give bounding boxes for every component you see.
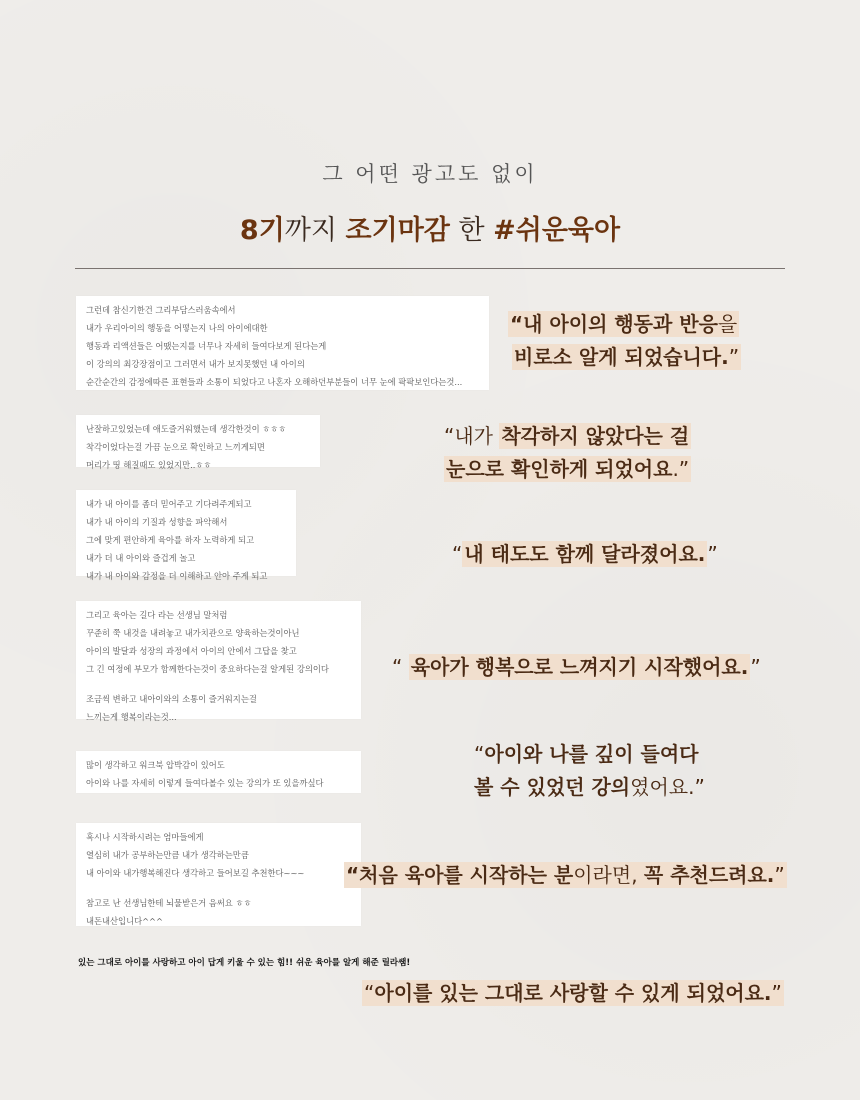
quote-strong: “내 아이의 행동과 반응	[510, 312, 718, 336]
review-line: 느끼는게 행복이라는것...	[86, 712, 177, 722]
quote-strong: 착각하지 않았다는 걸	[501, 424, 690, 448]
review-line: 착각이었다는걸 가끔 눈으로 확인하고 느끼게되면	[86, 442, 265, 452]
quote-mark: ”	[707, 542, 718, 566]
tagline: 그 어떤 광고도 없이	[322, 162, 538, 186]
review-line: 아이의 발달과 성장의 과정에서 아이의 안에서 그답을 찾고	[86, 646, 297, 656]
quote-strong: 아이와 나를 깊이 들여다	[484, 742, 699, 766]
review-card-2	[76, 415, 320, 470]
divider	[75, 268, 785, 269]
quote-mark: “	[452, 542, 463, 566]
quote-mark: “	[364, 981, 375, 1005]
quote-strong: 눈으로 확인하게 되었어요	[446, 457, 673, 481]
quote-mark: ”	[774, 863, 785, 887]
review-line: 순간순간의 감정에따른 표현들과 소통이 되었다고 나혼자 오해하던부분들이 너무 눈에 팍팍보인다는것...	[86, 377, 463, 387]
quote-strong: 볼 수 있었던 강의	[474, 775, 631, 799]
review-line: 머리가 띵 해질때도 있었지만..ㅎㅎ	[86, 460, 212, 470]
quote-mark: ”	[771, 981, 782, 1005]
review-card-5	[76, 751, 361, 793]
headline-did: 한	[449, 215, 494, 246]
review-quote-6	[344, 859, 787, 892]
quote-strong: 비로소 알게 되었습니다.	[514, 345, 729, 369]
quote-strong: 꼭 추천드려요.	[643, 863, 775, 887]
review-line: 아이와 나를 자세히 이렇게 들여다볼수 있는 강의가 또 있을까싶다	[86, 778, 324, 788]
quote-strong: “처음 육아를 시작하는 분	[346, 863, 574, 887]
quote-text: “내가	[444, 424, 500, 448]
quote-mark: ”	[750, 655, 761, 679]
review-line: 조금씩 변하고 내아이와의 소통이 즐거워지는걸	[86, 694, 257, 704]
review-quote-4	[392, 651, 761, 684]
quote-text: 을	[717, 312, 738, 336]
review-line: 난잘하고있었는데 애도즐거워했는데 생각한것이 ㅎㅎㅎ	[86, 424, 287, 434]
headline	[0, 208, 860, 247]
headline-generation: 8기	[239, 215, 285, 246]
review-line: 내가 내 아이의 기질과 성향을 파악해서	[86, 517, 228, 527]
quote-text: 였어요.”	[630, 775, 705, 799]
review-line: 꾸준히 쭉 내것을 내려놓고 내가치관으로 양육하는것이아닌	[86, 628, 300, 638]
review-line: 행동과 리액션들은 어땠는지를 너무나 자세히 들여다보게 된다는게	[86, 341, 327, 351]
quote-strong: 내 태도도 함께 달라졌어요.	[464, 542, 706, 566]
review-quote-3	[452, 538, 718, 571]
quote-mark: “	[474, 742, 485, 766]
review-line: 참고로 난 선생님한테 뇌물받은거 음써요 ㅎㅎ	[86, 898, 252, 908]
review-line: 내가 내 아이와 감정을 더 이해하고 안아 주게 되고	[86, 571, 268, 581]
footer-quote	[362, 977, 784, 1010]
review-line: 열심히 내가 공부하는만큼 내가 생각하는만큼	[86, 850, 249, 860]
review-card-1	[76, 296, 489, 390]
review-line: 내 아이와 내가행복해진다 생각하고 들어보길 추천한다~~~	[86, 868, 305, 878]
headline-hashtag: #쉬운육아	[493, 215, 621, 246]
headline-until: 까지	[284, 215, 346, 246]
quote-text: 이라면,	[573, 863, 644, 887]
review-quote-5	[474, 738, 705, 804]
review-line: 그런데 참신기한건 그리부담스러움속에서	[86, 305, 236, 315]
review-line: 내돈내산입니다^^^	[86, 916, 163, 926]
review-line: 내가 더 내 아이와 즐겁게 놀고	[86, 553, 196, 563]
review-line: 그에 맞게 편안하게 육아를 하자 노력하게 되고	[86, 535, 255, 545]
review-line: 내가 우리아이의 행동을 어떻는지 나의 아이에대한	[86, 323, 268, 333]
review-quote-2	[444, 420, 691, 486]
review-card-6	[76, 823, 361, 926]
headline-early-close: 조기마감	[345, 215, 450, 246]
review-line: 그리고 육아는 길다 라는 선생님 말처럼	[86, 610, 228, 620]
quote-strong: 아이를 있는 그대로 사랑할 수 있게 되었어요.	[374, 981, 772, 1005]
review-line: 많이 생각하고 워크북 압박감이 있어도	[86, 760, 225, 770]
quote-text: ”	[728, 345, 740, 369]
review-card-3	[76, 490, 296, 581]
review-line: 그 긴 여정에 부모가 함께한다는것이 중요하다는걸 알게된 강의이다	[86, 664, 329, 674]
review-line: 이 강의의 최강장점이고 그러면서 내가 보지못했던 내 아이의	[86, 359, 305, 369]
review-card-4	[76, 601, 361, 722]
quote-text: .”	[672, 457, 690, 481]
quote-strong: 육아가 행복으로 느껴지기 시작했어요.	[410, 655, 749, 679]
review-quote-1	[508, 308, 741, 374]
review-line: 혹시나 시작하시려는 엄마들에게	[86, 832, 204, 842]
footer-note: 있는 그대로 아이를 사랑하고 아이 답게 키울 수 있는 힘!! 쉬운 육아를 알게 해준 릴라쌤!	[78, 958, 411, 968]
review-line: 내가 내 아이를 좀더 믿어주고 기다려주게되고	[86, 499, 252, 509]
quote-mark: “	[392, 655, 409, 679]
